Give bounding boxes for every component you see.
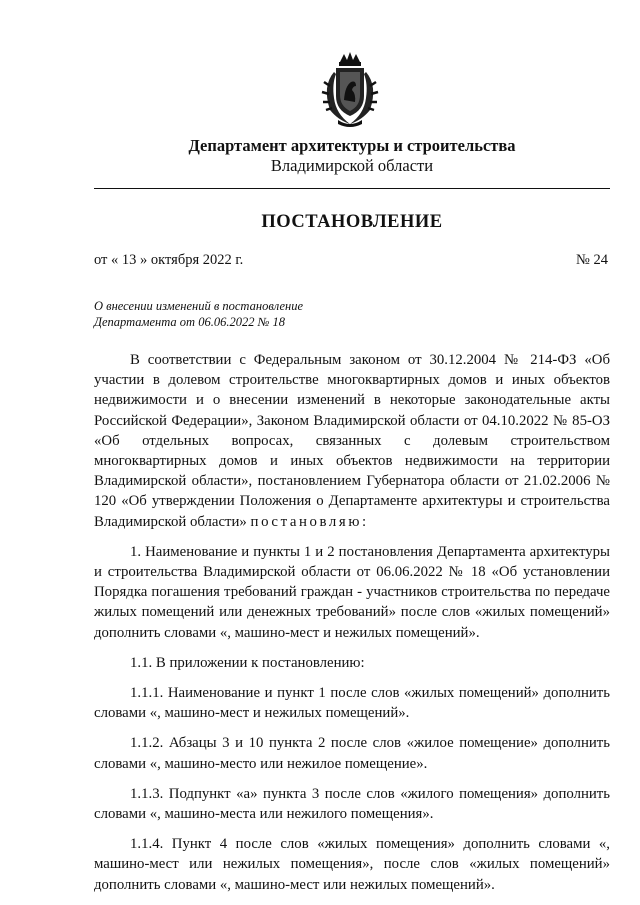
document-number: № 24: [576, 252, 608, 268]
document-body: [94, 350, 610, 905]
preamble-paragraph: [94, 350, 610, 532]
document-date: от « 13 » октября 2022 г.: [94, 252, 244, 268]
subject-line-1: О внесении изменений в постановление: [94, 299, 304, 313]
decree-colon: :: [361, 513, 367, 530]
department-name: Департамент архитектуры и строительства: [188, 136, 516, 155]
item-1-1-paragraph: 1.1. В приложении к постановлению:: [130, 654, 365, 671]
coat-of-arms-emblem: [318, 52, 382, 128]
decree-word: постановляю: [250, 513, 362, 530]
document-type-title: ПОСТАНОВЛЕНИЕ: [261, 212, 443, 232]
document-subject: [94, 298, 394, 330]
region-name: Владимирской области: [270, 156, 434, 175]
item-1-1-1-paragraph: 1.1.1. Наименование и пункт 1 после слов «жилых помещений» дополнить словами «, машино-мест и нежилых помещений».: [94, 685, 610, 722]
preamble-text: В соответствии с Федеральным законом от 30.12.2004 № 214-ФЗ «Об участии в долевом строительстве многоквартирных домов и иных объектов недвижимости и о внесении изменений в некоторые законодательные акты Российской Федерации», Законом Владимирской области от 04.10.2022 № 85-ОЗ «Об отдельных вопросах, связанных с долевым строительством многоквартирных домов и иных объектов недвижимости на территории Владимирской области», постановлением Губернатора области от 21.02.2006 № 120 «Об утверждении Положения о Департаменте архитектуры и строительства Владимирской области»: [94, 352, 610, 530]
subject-line-2: Департамента от 06.06.2022 № 18: [94, 315, 285, 329]
item-1-1-3-paragraph: 1.1.3. Подпункт «а» пункта 3 после слов «жилого помещения» дополнить словами «, машино-места или нежилого помещения».: [94, 785, 610, 823]
header-divider: [94, 188, 610, 189]
item-1-1-2-paragraph: 1.1.2. Абзацы 3 и 10 пункта 2 после слов «жилое помещение» дополнить словами «, машино-место или нежилое помещение».: [94, 735, 610, 772]
item-1-1-4-paragraph: 1.1.4. Пункт 4 после слов «жилых помещения» дополнить словами «, машино-мест или нежилых помещения», после слов «жилых помещений» дополнить словами «, машино-мест или нежилых помещений».: [94, 836, 610, 893]
item-1-paragraph: 1. Наименование и пункты 1 и 2 постановления Департамента архитектуры и строительства Владимирской области от 06.06.2022 № 18 «Об установлении Порядка погашения требований граждан - участников строительства по передаче жилых помещений или денежных требований» после слов «жилых помещений» дополнить словами «, машино-мест и нежилых помещений».: [94, 543, 610, 641]
